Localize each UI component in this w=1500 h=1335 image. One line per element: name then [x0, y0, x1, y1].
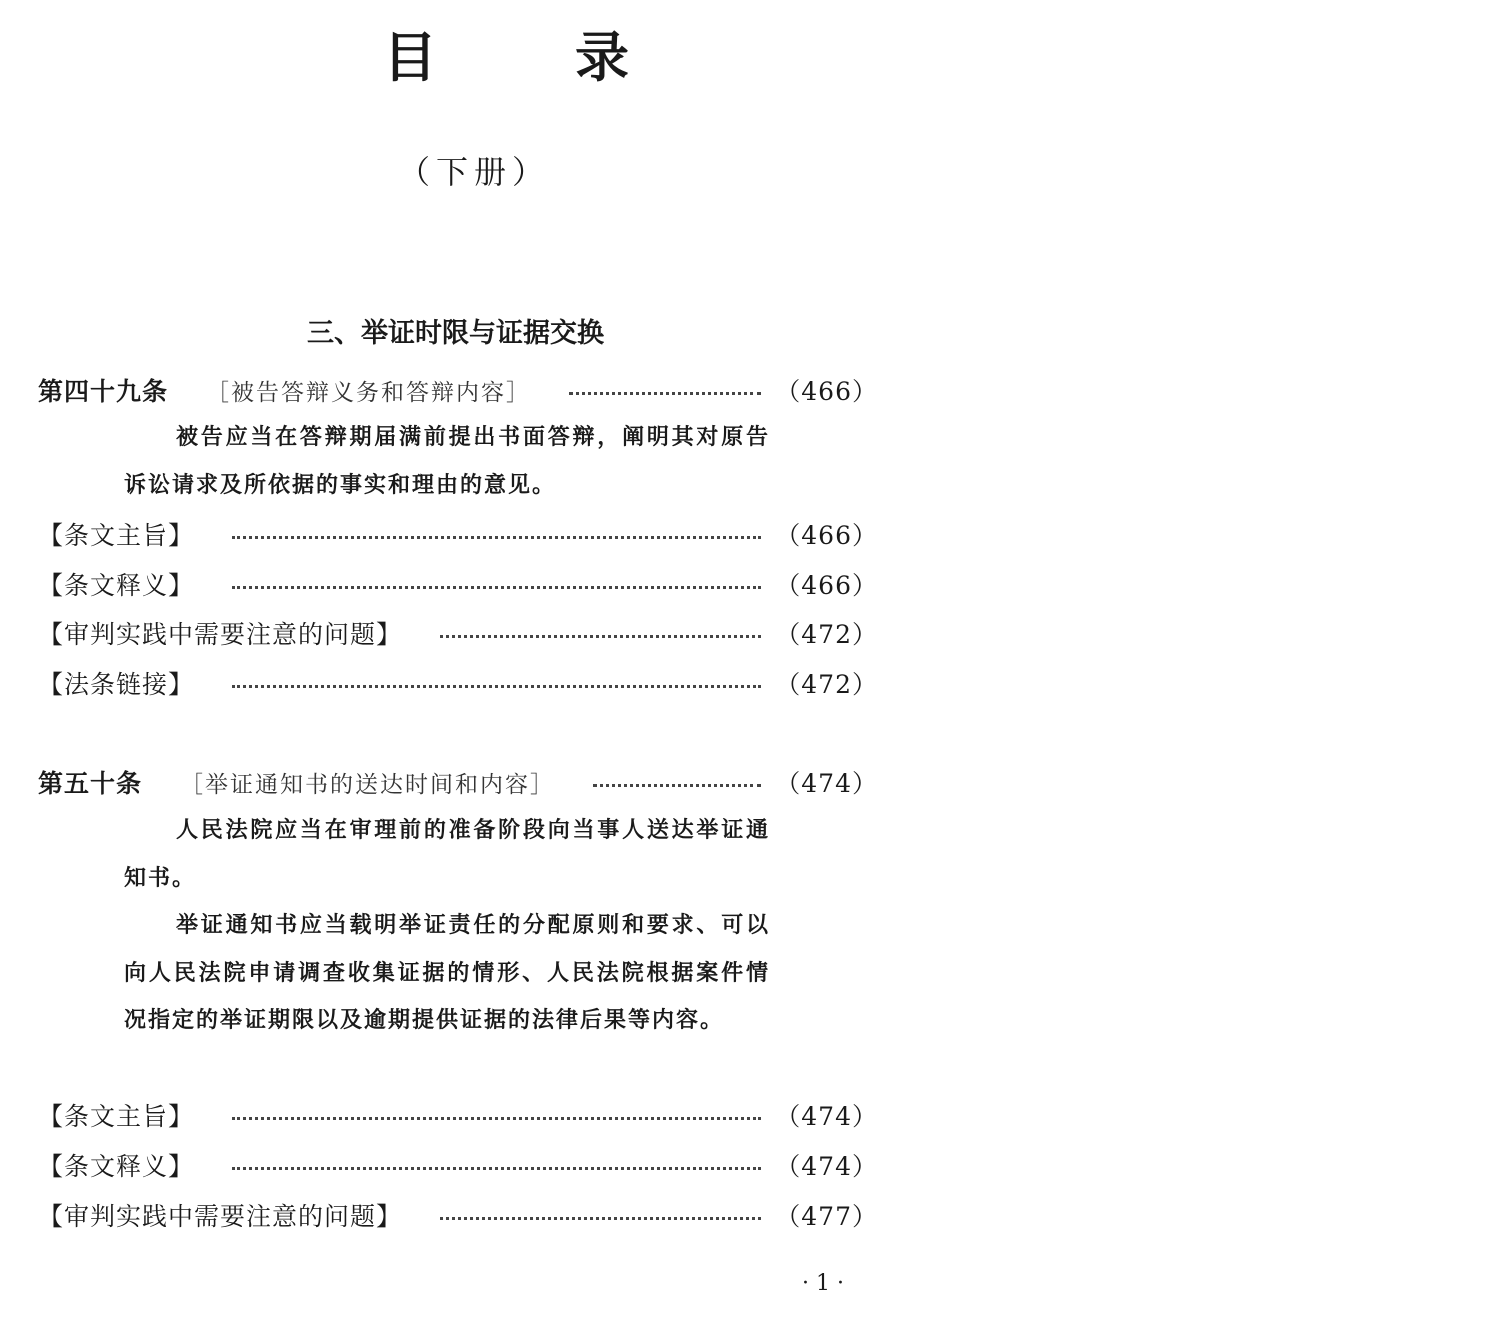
toc-entry-row[interactable] — [38, 663, 878, 703]
entry-label: 【审判实践中需要注意的问题】 — [38, 620, 403, 649]
page-reference: （466） — [775, 377, 878, 406]
page-reference: （477） — [775, 1202, 878, 1231]
dot-leader — [232, 1117, 761, 1120]
article-text-paragraph: 举证通知书应当载明举证责任的分配原则和要求、可以向人民法院申请调查收集证据的情形、人民法院根据案件情况指定的举证期限以及逾期提供证据的法律后果等内容。 — [124, 913, 770, 1033]
dot-leader — [593, 784, 761, 787]
dot-leader — [232, 536, 761, 539]
toc-entry-row[interactable] — [38, 1145, 878, 1185]
dot-leader — [440, 635, 761, 638]
toc-entry-row[interactable] — [38, 514, 878, 554]
article-text-paragraph: 人民法院应当在审理前的准备阶段向当事人送达举证通知书。 — [124, 818, 770, 891]
entry-label: 【审判实践中需要注意的问题】 — [38, 1202, 403, 1231]
toc-entry-row[interactable] — [38, 1095, 878, 1135]
page-number: · 1 · — [802, 1271, 844, 1296]
toc-article-row[interactable] — [38, 762, 878, 802]
dot-leader — [232, 685, 761, 688]
article-number: 第四十九条 — [38, 377, 169, 406]
page-reference: （466） — [775, 521, 878, 550]
dot-leader — [569, 392, 761, 395]
page-reference: （474） — [775, 1102, 878, 1131]
page-reference: （472） — [775, 670, 878, 699]
volume-subtitle: （下册） — [398, 153, 551, 191]
entry-label: 【条文主旨】 — [38, 1102, 195, 1131]
article-summary: ［举证通知书的送达时间和内容］ — [180, 771, 556, 798]
section-heading: 三、举证时限与证据交换 — [307, 318, 604, 349]
entry-label: 【法条链接】 — [38, 670, 195, 699]
article-text-paragraph: 被告应当在答辩期届满前提出书面答辩，阐明其对原告诉讼请求及所依据的事实和理由的意见。 — [124, 425, 770, 498]
article-summary: ［被告答辩义务和答辩内容］ — [206, 379, 532, 406]
dot-leader — [232, 586, 761, 589]
toc-entry-row[interactable] — [38, 564, 878, 604]
dot-leader — [232, 1167, 761, 1170]
entry-label: 【条文主旨】 — [38, 521, 195, 550]
dot-leader — [440, 1217, 761, 1220]
toc-entry-row[interactable] — [38, 613, 878, 653]
toc-article-row[interactable] — [38, 370, 878, 410]
article-number: 第五十条 — [38, 769, 143, 798]
page-reference: （474） — [775, 769, 878, 798]
entry-label: 【条文释义】 — [38, 571, 195, 600]
toc-entry-row[interactable] — [38, 1195, 878, 1235]
page-reference: （474） — [775, 1152, 878, 1181]
page-reference: （466） — [775, 571, 878, 600]
page-title: 目 录 — [383, 25, 671, 89]
entry-label: 【条文释义】 — [38, 1152, 195, 1181]
page-reference: （472） — [775, 620, 878, 649]
